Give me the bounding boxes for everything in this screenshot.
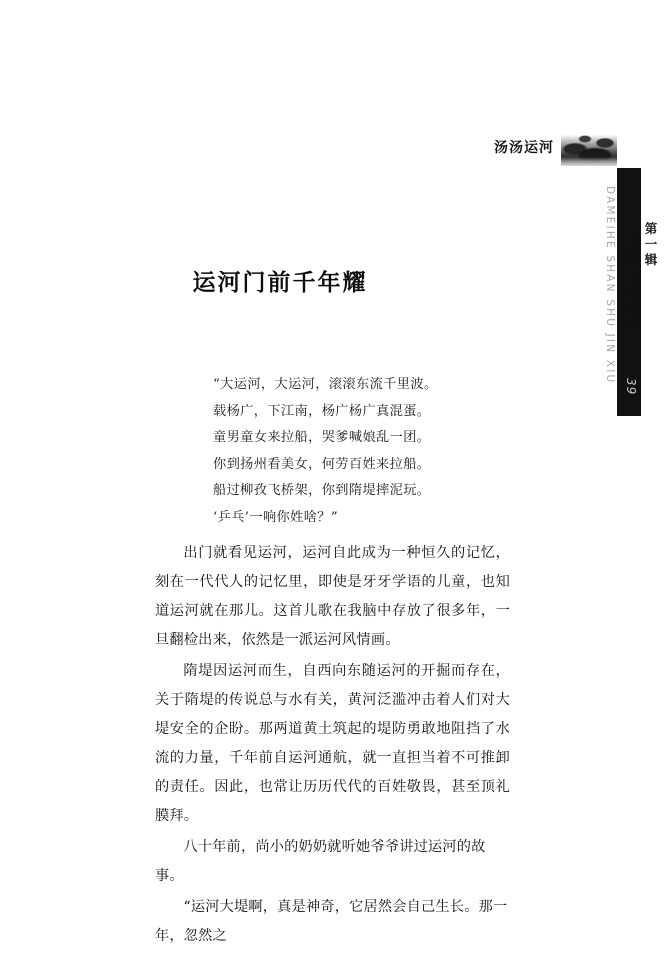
verse-line: 童男童女来拉船，哭爹喊娘乱一团。 [213, 430, 431, 445]
running-head-title: 汤汤运河 [494, 140, 554, 156]
side-tab-series: 第一辑 [643, 222, 658, 269]
verse-line: “大运河，大运河，滚滚东流千里波。 [213, 377, 438, 392]
verse-line: 船过柳孜飞桥架，你到隋堤摔泥玩。 [213, 483, 431, 498]
page-number: 39 [624, 378, 638, 396]
verse-line: ‘乒乓’一响你姓啥？” [213, 509, 339, 525]
body-paragraph: 隋堤因运河而生，自西向东随运河的开掘而存在，关于隋堤的传说总与水有关，黄河泛滥冲击着人们对大堤安全的企盼。那两道黄土筑起的堤防勇敢地阻挡了水流的力量，千年前自运河通航，就一直担当着不可推卸的责任。因此，也常让历历代代的百姓敬畏，甚至顶礼膜拜。 [155, 663, 510, 824]
article-title: 运河门前千年耀 [192, 269, 368, 296]
side-tab-pinyin: DAMEIHE SHAN SHU JIN XIU [604, 186, 616, 385]
verse-block [155, 372, 510, 531]
verse-line: 你到扬州看美女，何劳百姓来拉船。 [213, 456, 431, 472]
body-paragraph: 出门就看见运河，运河自此成为一种恒久的记忆，刻在一代代人的记忆里，即使是牙牙学语的儿童，也知道运河就在那儿。这首儿歌在我脑中存放了很多年，一旦翻检出来，依然是一派运河风情画。 [155, 545, 510, 648]
body-paragraph: “运河大堤啊，真是神奇，它居然会自己生长。那一年，忽然之 [155, 899, 508, 944]
body-column [155, 372, 510, 953]
running-head [494, 128, 617, 166]
side-tab-subtitle: 大美河山书锦绣 [625, 228, 640, 330]
side-tab-label [625, 222, 659, 330]
body-paragraph: 八十年前，尚小的奶奶就听她爷爷讲过运河的故事。 [155, 839, 486, 884]
verse-line: 载杨广，下江南，杨广杨广真混蛋。 [213, 403, 431, 419]
ink-landscape-icon [561, 128, 617, 166]
